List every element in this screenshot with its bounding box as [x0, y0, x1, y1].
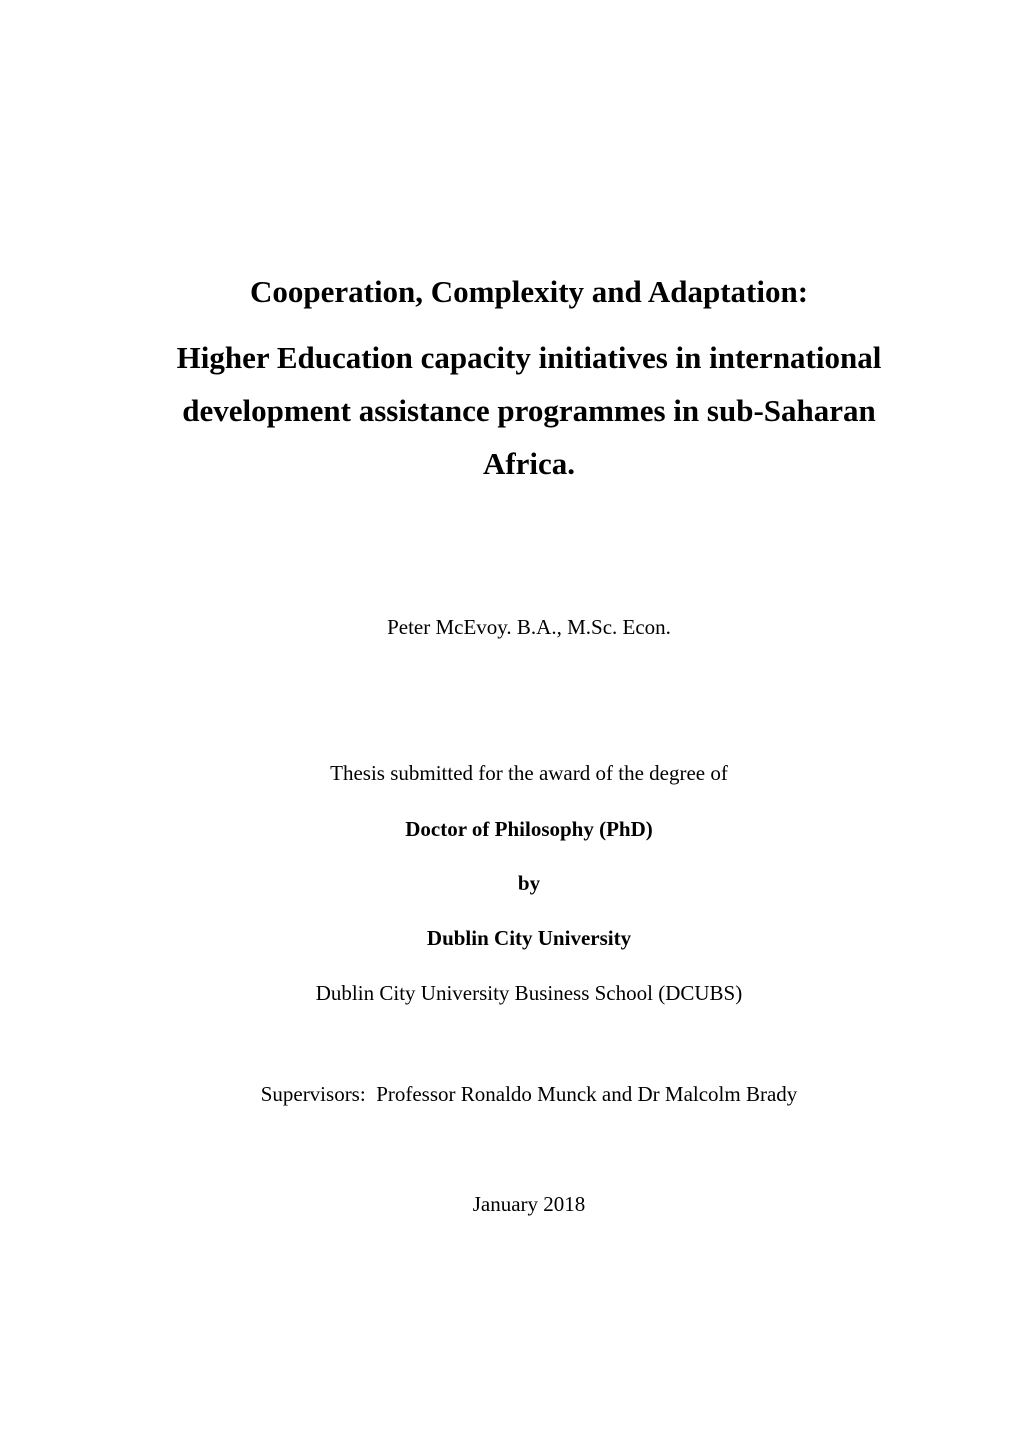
thesis-subtitle-line-3: Africa.: [482, 446, 576, 481]
by-label: by: [517, 871, 541, 895]
author-name: Peter McEvoy. B.A., M.Sc. Econ.: [387, 615, 671, 639]
supervisors: Supervisors: Professor Ronaldo Munck and Dr Malcolm Brady: [260, 1082, 798, 1106]
submission-statement: Thesis submitted for the award of the degree of: [330, 761, 728, 785]
submission-date: January 2018: [472, 1192, 586, 1216]
degree-name: Doctor of Philosophy (PhD): [405, 817, 653, 841]
school-name: Dublin City University Business School (DCUBS): [315, 981, 743, 1005]
thesis-title: Cooperation, Complexity and Adaptation:: [249, 274, 809, 309]
university-name: Dublin City University: [426, 926, 632, 950]
thesis-subtitle-line-1: Higher Education capacity initiatives in international: [176, 340, 882, 375]
thesis-subtitle-line-2: development assistance programmes in sub-Saharan: [182, 393, 876, 428]
